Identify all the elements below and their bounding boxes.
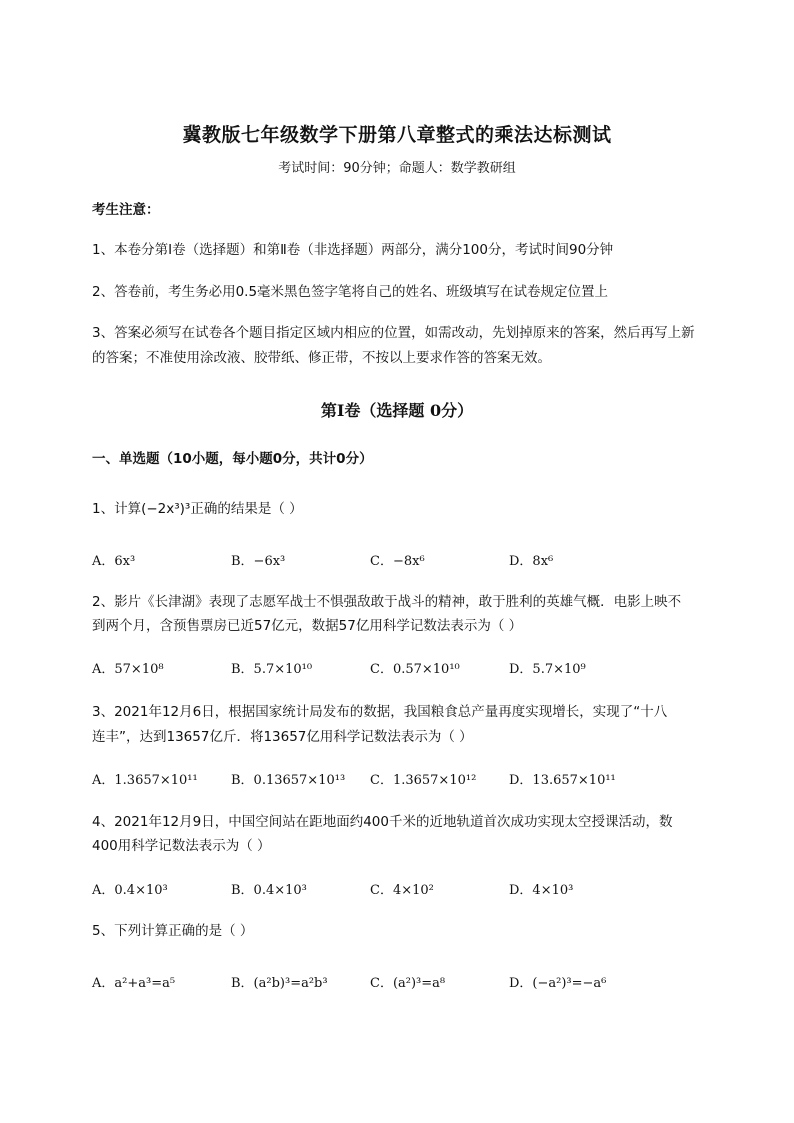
section-title: 第I卷（选择题 0分） — [320, 401, 474, 420]
question-4-options — [92, 879, 712, 901]
question-5-options — [92, 972, 712, 994]
option-d[interactable]: D．5.7×10⁹ — [509, 662, 586, 677]
question-1-options — [92, 550, 712, 572]
option-c[interactable]: C．4×10² — [370, 883, 434, 898]
option-d[interactable]: D．13.657×10¹¹ — [509, 773, 616, 788]
option-c[interactable]: C．(a²)³=a⁸ — [370, 976, 446, 991]
option-b[interactable]: B．−6x³ — [231, 554, 286, 569]
notice-item-3-cont: 的答案；不准使用涂改液、胶带纸、修正带，不按以上要求作答的答案无效。 — [92, 350, 551, 366]
option-a[interactable]: A．a²+a³=a⁵ — [92, 976, 176, 991]
question-4-stem: 4、2021年12月9日，中国空间站在距地面约400千米的近地轨道首次成功实现太空授课活动，数 — [92, 814, 673, 830]
question-3-stem: 3、2021年12月6日，根据国家统计局发布的数据，我国粮食总产量再度实现增长，实现了“十八 — [92, 704, 668, 720]
option-b[interactable]: B．5.7×10¹⁰ — [231, 662, 313, 677]
option-d[interactable]: D．8x⁶ — [509, 554, 554, 569]
option-a[interactable]: A．6x³ — [92, 554, 136, 569]
question-2-stem-cont: 到两个月，含预售票房已近57亿元，数据57亿用科学记数法表示为（ ） — [92, 618, 523, 634]
option-a[interactable]: A．57×10⁸ — [92, 662, 164, 677]
option-a[interactable]: A．1.3657×10¹¹ — [92, 773, 198, 788]
option-c[interactable]: C．−8x⁶ — [370, 554, 425, 569]
question-5-stem: 5、下列计算正确的是（ ） — [92, 923, 254, 939]
exam-info: 考试时间：90分钟；命题人：数学教研组 — [278, 161, 516, 176]
notice-heading: 考生注意： — [92, 202, 160, 218]
notice-item-1: 1、本卷分第I卷（选择题）和第Ⅱ卷（非选择题）两部分，满分100分，考试时间90分钟 — [92, 242, 614, 258]
part-title: 一、单选题（10小题，每小题0分，共计0分） — [92, 451, 373, 467]
option-c[interactable]: C．1.3657×10¹² — [370, 773, 477, 788]
notice-item-2: 2、答卷前，考生务必用0.5毫米黑色签字笔将自己的姓名、班级填写在试卷规定位置上 — [92, 284, 609, 300]
page-title: 冀教版七年级数学下册第八章整式的乘法达标测试 — [182, 124, 612, 146]
option-a[interactable]: A．0.4×10³ — [92, 883, 168, 898]
question-3-options — [92, 769, 712, 791]
option-b[interactable]: B．(a²b)³=a²b³ — [231, 976, 328, 991]
option-b[interactable]: B．0.13657×10¹³ — [231, 773, 346, 788]
question-3-stem-cont: 连丰”，达到13657亿斤．将13657亿用科学记数法表示为（ ） — [92, 729, 473, 745]
question-2-options — [92, 658, 712, 680]
question-1-stem: 1、计算(−2x³)³正确的结果是（ ） — [92, 501, 303, 517]
option-c[interactable]: C．0.57×10¹⁰ — [370, 662, 460, 677]
option-d[interactable]: D．4×10³ — [509, 883, 574, 898]
question-2-stem: 2、影片《长津湖》表现了志愿军战士不惧强敌敢于战斗的精神，敢于胜利的英雄气概．电影上映不 — [92, 594, 682, 610]
option-d[interactable]: D．(−a²)³=−a⁶ — [509, 976, 607, 991]
option-b[interactable]: B．0.4×10³ — [231, 883, 307, 898]
question-4-stem-cont: 400用科学记数法表示为（ ） — [92, 838, 271, 854]
notice-item-3: 3、答案必须写在试卷各个题目指定区域内相应的位置，如需改动，先划掉原来的答案，然后再写上新 — [92, 325, 695, 341]
